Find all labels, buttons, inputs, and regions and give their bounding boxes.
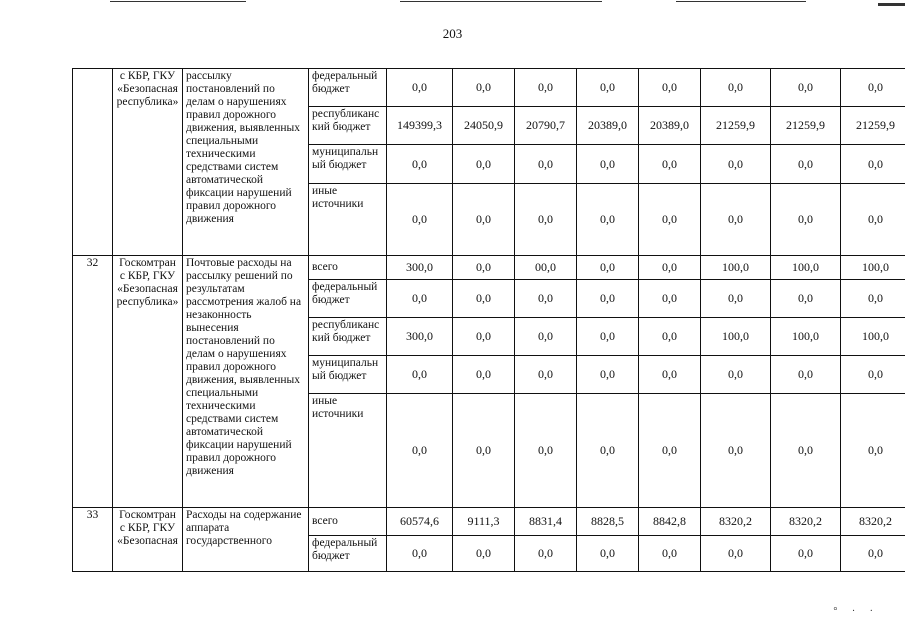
amount-cell: 0,0 — [577, 280, 639, 318]
amount-cell: 149399,3 — [387, 107, 453, 145]
amount-cell: 300,0 — [387, 318, 453, 356]
amount-cell: 0,0 — [577, 394, 639, 508]
amount-cell: 20790,7 — [515, 107, 577, 145]
funding-source-cell: всего — [309, 256, 387, 280]
amount-cell: 20389,0 — [577, 107, 639, 145]
amount-cell: 0,0 — [841, 394, 905, 508]
amount-cell: 8831,4 — [515, 508, 577, 536]
amount-cell: 0,0 — [515, 145, 577, 184]
amount-cell: 0,0 — [701, 145, 771, 184]
amount-cell: 0,0 — [701, 536, 771, 572]
funding-source-cell: муниципальн ый бюджет — [309, 145, 387, 184]
amount-cell: 0,0 — [701, 356, 771, 394]
amount-cell: 0,0 — [639, 69, 701, 107]
funding-source-cell: иные источники — [309, 394, 387, 508]
amount-cell: 8842,8 — [639, 508, 701, 536]
table-row — [73, 256, 905, 280]
amount-cell: 0,0 — [701, 280, 771, 318]
funding-source-cell: иные источники — [309, 184, 387, 256]
amount-cell: 0,0 — [639, 145, 701, 184]
amount-cell: 0,0 — [771, 394, 841, 508]
amount-cell: 0,0 — [453, 356, 515, 394]
amount-cell: 8320,2 — [701, 508, 771, 536]
executor-cell: с КБР, ГКУ «Безопасная республика» — [113, 69, 183, 256]
amount-cell: 0,0 — [639, 280, 701, 318]
amount-cell: 0,0 — [577, 318, 639, 356]
amount-cell: 0,0 — [577, 184, 639, 256]
amount-cell: 0,0 — [577, 69, 639, 107]
amount-cell: 300,0 — [387, 256, 453, 280]
amount-cell: 0,0 — [701, 184, 771, 256]
amount-cell: 0,0 — [515, 318, 577, 356]
row-number-cell — [73, 69, 113, 256]
amount-cell: 0,0 — [771, 69, 841, 107]
amount-cell: 0,0 — [453, 536, 515, 572]
amount-cell: 0,0 — [387, 280, 453, 318]
amount-cell: 0,0 — [771, 145, 841, 184]
amount-cell: 100,0 — [771, 318, 841, 356]
funding-source-cell: федеральный бюджет — [309, 280, 387, 318]
amount-cell: 0,0 — [453, 256, 515, 280]
amount-cell: 0,0 — [639, 184, 701, 256]
executor-cell: Госкомтран с КБР, ГКУ «Безопасная — [113, 508, 183, 572]
amount-cell: 0,0 — [577, 256, 639, 280]
amount-cell: 0,0 — [515, 184, 577, 256]
amount-cell: 0,0 — [701, 69, 771, 107]
row-number-cell: 33 — [73, 508, 113, 572]
scan-marks: ° · · — [833, 606, 879, 617]
amount-cell: 0,0 — [515, 356, 577, 394]
scan-edge-line — [110, 1, 246, 2]
funding-source-cell: муниципальн ый бюджет — [309, 356, 387, 394]
amount-cell: 0,0 — [639, 356, 701, 394]
scan-edge-line — [676, 1, 806, 2]
amount-cell: 0,0 — [387, 536, 453, 572]
amount-cell: 100,0 — [841, 256, 905, 280]
amount-cell: 0,0 — [453, 394, 515, 508]
amount-cell: 0,0 — [387, 356, 453, 394]
amount-cell: 0,0 — [577, 145, 639, 184]
amount-cell: 0,0 — [841, 184, 905, 256]
funding-source-cell: республиканс кий бюджет — [309, 107, 387, 145]
amount-cell: 0,0 — [387, 394, 453, 508]
amount-cell: 0,0 — [771, 184, 841, 256]
amount-cell: 100,0 — [701, 318, 771, 356]
description-cell: рассылку постановлений по делам о нарушениях правил дорожного движения, выявленных специальными техническими средствами систем автоматической фиксации нарушений правил дорожного движения — [183, 69, 309, 256]
amount-cell: 0,0 — [515, 280, 577, 318]
amount-cell: 0,0 — [515, 536, 577, 572]
amount-cell: 8828,5 — [577, 508, 639, 536]
amount-cell: 0,0 — [841, 536, 905, 572]
amount-cell: 0,0 — [577, 536, 639, 572]
amount-cell: 21259,9 — [841, 107, 905, 145]
amount-cell: 21259,9 — [771, 107, 841, 145]
amount-cell: 0,0 — [639, 318, 701, 356]
budget-table — [72, 68, 905, 572]
amount-cell: 0,0 — [639, 394, 701, 508]
funding-source-cell: республиканс кий бюджет — [309, 318, 387, 356]
amount-cell: 0,0 — [771, 280, 841, 318]
amount-cell: 0,0 — [577, 356, 639, 394]
amount-cell: 9111,3 — [453, 508, 515, 536]
amount-cell: 0,0 — [453, 145, 515, 184]
amount-cell: 0,0 — [639, 536, 701, 572]
amount-cell: 8320,2 — [771, 508, 841, 536]
amount-cell: 100,0 — [841, 318, 905, 356]
amount-cell: 0,0 — [387, 184, 453, 256]
amount-cell: 0,0 — [841, 69, 905, 107]
amount-cell: 00,0 — [515, 256, 577, 280]
amount-cell: 0,0 — [387, 69, 453, 107]
amount-cell: 0,0 — [453, 318, 515, 356]
amount-cell: 0,0 — [515, 394, 577, 508]
amount-cell: 0,0 — [453, 184, 515, 256]
page-number: 203 — [442, 26, 463, 41]
amount-cell: 8320,2 — [841, 508, 905, 536]
amount-cell: 100,0 — [771, 256, 841, 280]
amount-cell: 24050,9 — [453, 107, 515, 145]
description-cell: Расходы на содержание аппарата государственного — [183, 508, 309, 572]
amount-cell: 20389,0 — [639, 107, 701, 145]
amount-cell: 0,0 — [841, 356, 905, 394]
amount-cell: 0,0 — [771, 536, 841, 572]
amount-cell: 0,0 — [701, 394, 771, 508]
executor-cell: Госкомтран с КБР, ГКУ «Безопасная республика» — [113, 256, 183, 508]
funding-source-cell: федеральный бюджет — [309, 536, 387, 572]
amount-cell: 21259,9 — [701, 107, 771, 145]
amount-cell: 0,0 — [515, 69, 577, 107]
scan-edge-line — [400, 1, 602, 2]
amount-cell: 0,0 — [841, 145, 905, 184]
table-row — [73, 508, 905, 536]
amount-cell: 0,0 — [841, 280, 905, 318]
funding-source-cell: федеральный бюджет — [309, 69, 387, 107]
funding-source-cell: всего — [309, 508, 387, 536]
amount-cell: 0,0 — [771, 356, 841, 394]
description-cell: Почтовые расходы на рассылку решений по результатам рассмотрения жалоб на незаконность вынесения постановлений по делам о нарушениях правил дорожного движения, выявленных специальными техническими средствами систем автоматической фиксации нарушений правил дорожного движения — [183, 256, 309, 508]
amount-cell: 100,0 — [701, 256, 771, 280]
scan-edge-line — [878, 3, 905, 6]
table-row — [73, 69, 905, 107]
amount-cell: 0,0 — [639, 256, 701, 280]
amount-cell: 0,0 — [453, 280, 515, 318]
amount-cell: 0,0 — [453, 69, 515, 107]
row-number-cell: 32 — [73, 256, 113, 508]
amount-cell: 0,0 — [387, 145, 453, 184]
amount-cell: 60574,6 — [387, 508, 453, 536]
